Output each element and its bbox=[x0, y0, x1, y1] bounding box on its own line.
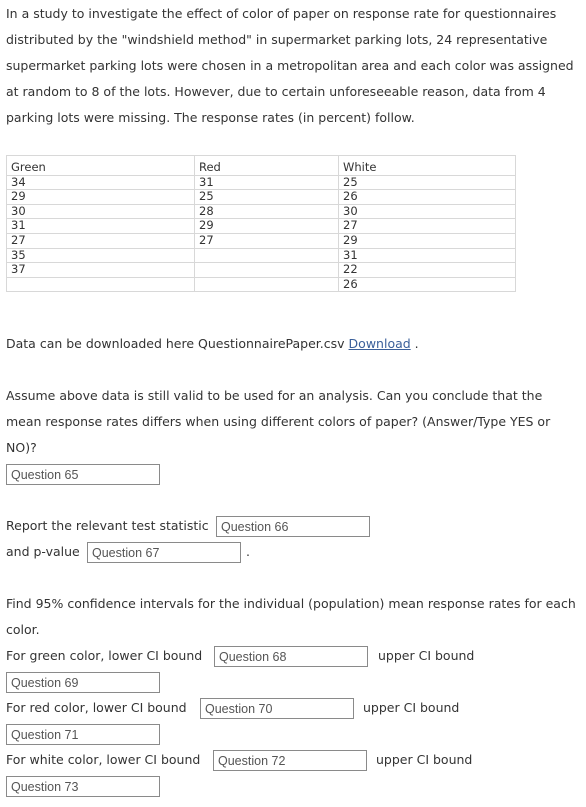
table-row bbox=[7, 263, 516, 278]
table-cell: 30 bbox=[339, 204, 516, 219]
table-cell bbox=[195, 248, 339, 263]
table-cell: 27 bbox=[339, 219, 516, 234]
question-68-input[interactable] bbox=[214, 646, 368, 667]
table-body bbox=[7, 175, 516, 292]
table-cell: 25 bbox=[195, 190, 339, 205]
table-header-row bbox=[7, 156, 516, 176]
table-cell: 34 bbox=[7, 175, 195, 190]
table-cell: 25 bbox=[339, 175, 516, 190]
question-69-input[interactable] bbox=[6, 672, 160, 693]
table-cell: 30 bbox=[7, 204, 195, 219]
table-cell: 27 bbox=[195, 233, 339, 248]
table-cell: 26 bbox=[339, 190, 516, 205]
table-cell: 37 bbox=[7, 263, 195, 278]
table-cell: 22 bbox=[339, 263, 516, 278]
question-67-input[interactable] bbox=[87, 542, 241, 563]
white-upper-label: upper CI bound bbox=[376, 752, 473, 767]
table-cell: 31 bbox=[7, 219, 195, 234]
question-73-input[interactable] bbox=[6, 776, 160, 797]
download-line bbox=[6, 331, 578, 357]
table-cell: 27 bbox=[7, 233, 195, 248]
p-value-label: and p-value bbox=[6, 544, 80, 559]
table-cell: 29 bbox=[7, 190, 195, 205]
white-lower-label: For white color, lower CI bound bbox=[6, 752, 201, 767]
assume-question: Assume above data is still valid to be used for an analysis. Can you conclude that the mean response rates differs when using different colors of paper? (Answer/Type YES or NO)? bbox=[6, 388, 551, 455]
table-row bbox=[7, 204, 516, 219]
table-cell: 26 bbox=[339, 277, 516, 292]
question-66-input[interactable] bbox=[216, 516, 370, 537]
red-lower-label: For red color, lower CI bound bbox=[6, 700, 187, 715]
question-70-input[interactable] bbox=[200, 698, 354, 719]
question-65-input[interactable] bbox=[6, 464, 160, 485]
question-71-input[interactable] bbox=[6, 724, 160, 745]
question-72-input[interactable] bbox=[213, 750, 367, 771]
table-cell: 31 bbox=[339, 248, 516, 263]
table-row bbox=[7, 233, 516, 248]
table-row bbox=[7, 277, 516, 292]
intro-paragraph: In a study to investigate the effect of color of paper on response rate for questionnaires distributed by the "windshield method" in supermarket parking lots, 24 representative supermarket parking lots were chosen in a metropolitan area and each color was assigned at random to 8 of the lots. However, due to certain unforeseeable reason, data from 4 parking lots were missing. The response rates (in percent) follow. bbox=[6, 6, 574, 125]
header-white: White bbox=[339, 156, 516, 176]
download-after: . bbox=[414, 336, 419, 351]
header-red: Red bbox=[195, 156, 339, 176]
red-upper-label: upper CI bound bbox=[363, 700, 460, 715]
table-cell bbox=[195, 263, 339, 278]
table-cell: 28 bbox=[195, 204, 339, 219]
table-cell bbox=[195, 277, 339, 292]
table-row bbox=[7, 175, 516, 190]
table-cell: 35 bbox=[7, 248, 195, 263]
test-statistic-label: Report the relevant test statistic bbox=[6, 518, 209, 533]
download-link[interactable]: Download bbox=[348, 336, 411, 351]
table-row bbox=[7, 248, 516, 263]
table-row bbox=[7, 219, 516, 234]
table-cell bbox=[7, 277, 195, 292]
ci-intro: Find 95% confidence intervals for the individual (population) mean response rates for each color. bbox=[6, 596, 576, 637]
p-value-period: . bbox=[246, 544, 250, 559]
table-cell: 29 bbox=[195, 219, 339, 234]
table-cell: 29 bbox=[339, 233, 516, 248]
download-text: Data can be downloaded here QuestionnairePaper.csv bbox=[6, 336, 345, 351]
green-lower-label: For green color, lower CI bound bbox=[6, 648, 203, 663]
table-cell: 31 bbox=[195, 175, 339, 190]
table-row bbox=[7, 190, 516, 205]
response-rate-table bbox=[6, 155, 516, 292]
green-upper-label: upper CI bound bbox=[378, 648, 475, 663]
header-green: Green bbox=[7, 156, 195, 176]
